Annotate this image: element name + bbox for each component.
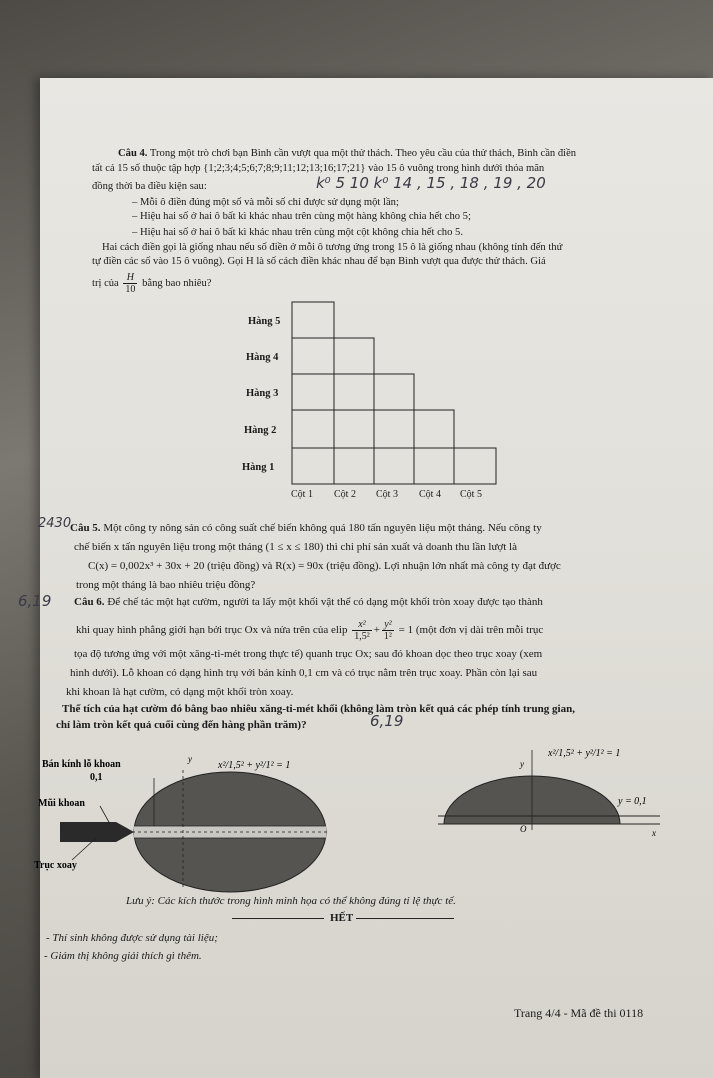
tip-pointer (100, 806, 110, 824)
q4-text1: Trong một trò chơi bạn Bình cần vượt qua một thử thách. Theo yêu cầu của thử thách, Bình cần điền (149, 148, 577, 159)
q5-text1: Một công ty nông sản có công suất chế biến không quá 180 tấn nguyên liệu một tháng. Nếu công ty (103, 522, 542, 534)
col-label-3: Cột 3 (376, 489, 398, 500)
q6-eq-y2: y² (382, 619, 394, 631)
label-rotation-axis: Trục xoay (34, 860, 77, 871)
ellipse-equation-left: x²/1,5² + y²/1² = 1 (218, 760, 291, 771)
q6-eq-x2: x² (352, 619, 372, 631)
handwritten-note-1: k⁰ 5 10 k⁰ 14 , 15 , 18 , 19 , 20 (316, 174, 546, 192)
q6-line6: Thể tích của hạt cườm đó bằng bao nhiêu xăng-ti-mét khối (không làm tròn kết quả các phép tính trung gian, (62, 703, 575, 715)
drilled-ellipse-figure (34, 754, 330, 892)
q6-text2b: = 1 (một đơn vị dài trên mỗi trục (398, 624, 544, 637)
q4-text2b: vào 15 ô vuông trong hình dưới thỏa mãn (368, 163, 545, 174)
q4-text9b: bằng bao nhiêu? (142, 277, 212, 289)
figure-note: Lưu ý: Các kích thước trong hình minh họa có thể không đúng tỉ lệ thực tế. (126, 895, 456, 907)
handwritten-note-3: 6,19 (18, 592, 52, 610)
end-marker: HẾT (330, 912, 354, 924)
col-label-5: Cột 5 (460, 489, 482, 500)
q4-label: Câu 4. (118, 148, 148, 159)
q4-cond3: – Hiệu hai số ở hai ô bất kì khác nhau trên cùng một cột không chia hết cho 5. (132, 227, 463, 238)
label-line-y: y = 0,1 (618, 796, 647, 807)
q6-text1: Để chế tác một hạt cườm, người ta lấy một khối vật thể có dạng một khối tròn xoay được tạo thành (107, 596, 543, 608)
ellipse-equation-right: x²/1,5² + y²/1² = 1 (548, 748, 621, 759)
q6-text2a: khi quay hình phẳng giới hạn bởi trục Ox và nửa trên của elip (76, 624, 348, 637)
row-label-5: Hàng 5 (248, 316, 281, 327)
footer-note-2: - Giám thị không giải thích gì thêm. (44, 950, 202, 962)
label-y-right: y (520, 759, 524, 769)
q6-line3: tọa độ tương ứng với một xăng-ti-mét trong thực tế) quanh trục Ox; sau đó khoan dọc theo trục xoay (xem (74, 648, 543, 660)
q6-eq-1sq: 1² (383, 631, 392, 642)
half-ellipse-figure (438, 748, 660, 838)
q4-line3: đồng thời ba điều kiện sau: (92, 181, 207, 192)
handwritten-note-2: 2430 (38, 516, 72, 531)
end-line-right (356, 918, 454, 919)
col-label-1: Cột 1 (291, 489, 313, 500)
q4-text9a: trị của (92, 277, 119, 289)
q5-line3: C(x) = 0,002x³ + 30x + 20 (triệu đồng) và R(x) = 90x (triệu đồng). Lợi nhuận lớn nhất mà công ty đạt được (88, 560, 561, 572)
row-label-2: Hàng 2 (244, 425, 277, 436)
q4-cond1: – Mỗi ô điền đúng một số và mỗi số chỉ được sử dụng một lần; (132, 197, 399, 208)
q6-line7: chỉ làm tròn kết quả cuối cùng đến hàng phần trăm)? (56, 719, 307, 731)
q4-frac-num: H (123, 272, 137, 284)
q5-line4: trong một tháng là bao nhiêu triệu đồng? (76, 579, 256, 591)
row-label-4: Hàng 4 (246, 352, 279, 363)
page-number: Trang 4/4 - Mã đề thi 0118 (514, 1006, 644, 1020)
col-label-2: Cột 2 (334, 489, 356, 500)
q4-text2a: tất cả 15 số thuộc tập hợp (92, 163, 201, 174)
label-drill-radius-value: 0,1 (90, 772, 103, 783)
drill-bit-tip (116, 822, 134, 842)
q4-cond2: – Hiệu hai số ở hai ô bất kì khác nhau trên cùng một hàng không chia hết cho 5; (132, 211, 471, 222)
handwritten-note-4: 6,19 (370, 712, 404, 730)
label-x-right: x (652, 828, 656, 838)
q4-line7: Hai cách điền gọi là giống nhau nếu số điền ở mỗi ô tương ứng trong 15 ô là giống nhau (không tính đến thứ (102, 242, 563, 253)
end-line-left (232, 918, 324, 919)
row-label-1: Hàng 1 (242, 462, 275, 473)
col-label-4: Cột 4 (419, 489, 441, 500)
q4-line8: tự điền các số vào 15 ô vuông). Gọi H là số cách điền khác nhau để bạn Bình vượt qua được thử thách. Giá (92, 256, 546, 267)
q4-frac-den: 10 (125, 284, 136, 295)
q6-line5: khi khoan là hạt cườm, có dạng một khối tròn xoay. (66, 686, 294, 698)
label-y-left: y (188, 754, 192, 764)
q6-eq-15sq: 1,5² (354, 631, 370, 642)
row-label-3: Hàng 3 (246, 388, 279, 399)
label-drill-radius: Bán kính lỗ khoan (42, 759, 121, 770)
q6-label: Câu 6. (74, 596, 105, 608)
q6-line4: hình dưới). Lỗ khoan có dạng hình trụ với bán kính 0,1 cm và có trục nằm trên trục xoay. Phần còn lại sau (70, 667, 538, 679)
drill-bit-body (60, 822, 116, 842)
q5-label: Câu 5. (70, 522, 101, 534)
footer-note-1: - Thí sinh không được sử dụng tài liệu; (46, 932, 218, 944)
label-origin: O (520, 824, 527, 834)
q5-line2: chế biến x tấn nguyên liệu trong một tháng (1 ≤ x ≤ 180) thì chi phí sản xuất và doanh thu lần lượt là (74, 541, 517, 553)
q6-line2: khi quay hình phẳng giới hạn bởi trục Ox và nửa trên của elip $\frac{\text{x²}}{\text{1,5²}}$ + $\frac{\text{y²}}{\text{1²}}$ = 1 (một đơn vị dài trên mỗi trục (76, 619, 544, 642)
label-drill-tip: Mũi khoan (38, 798, 85, 809)
q4-set: {1;2;3;4;5;6;7;8;9;11;12;13;16;17;21} (203, 163, 366, 174)
